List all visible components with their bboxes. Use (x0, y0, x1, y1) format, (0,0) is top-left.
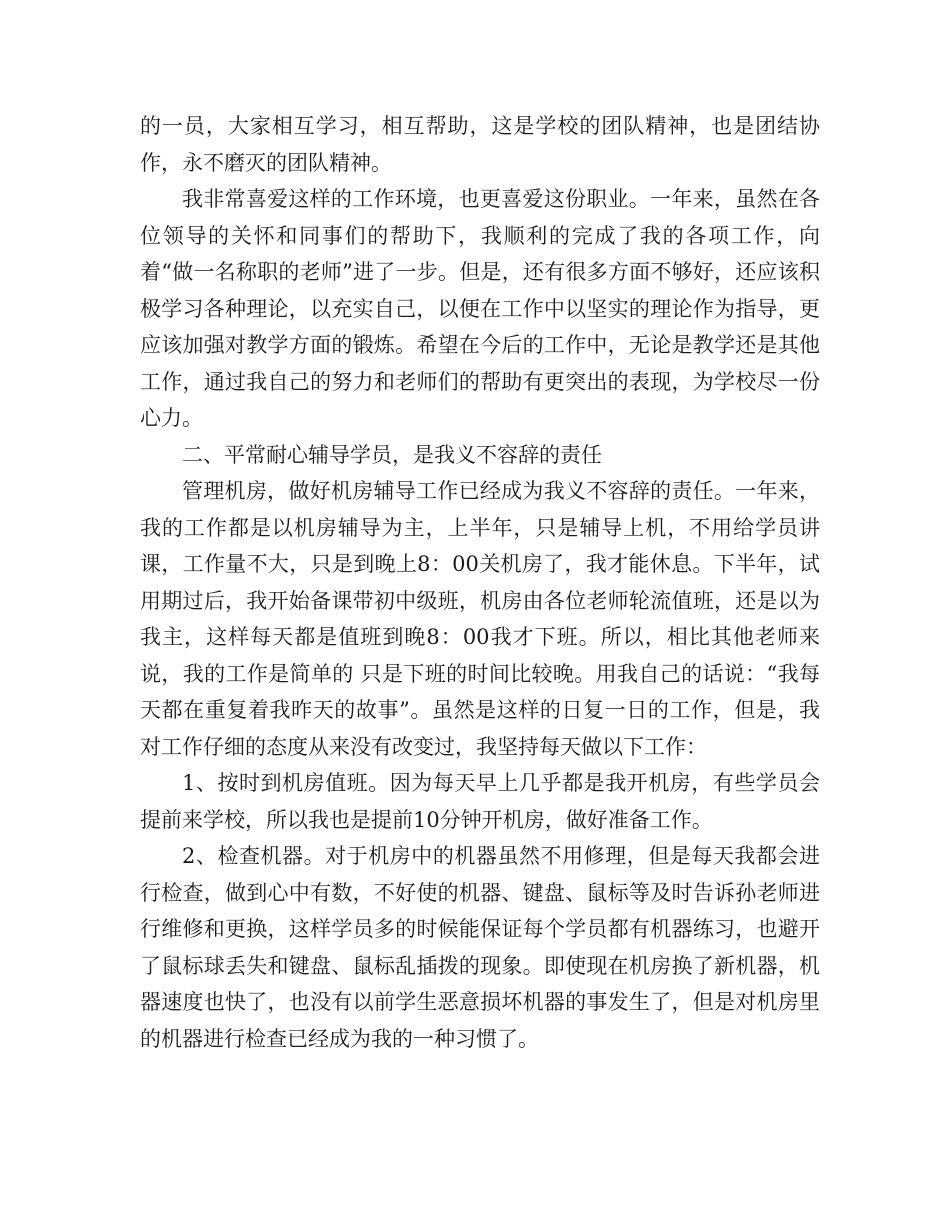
paragraph-team-spirit: 的一员，大家相互学习，相互帮助，这是学校的团队精神，也是团结协作，永不磨灭的团队精神。 (140, 114, 820, 175)
paragraph-computer-lab: 管理机房，做好机房辅导工作已经成为我义不容辞的责任。一年来，我的工作都是以机房辅导为主，上半年，只是辅导上机，不用给学员讲课，工作量不大，只是到晚上8：00关机房了，我才能休息。下半年，试用期过后，我开始备课带初中级班，机房由各位老师轮流值班，还是以为我主，这样每天都是值班到晚8：00我才下班。所以，相比其他老师来说，我的工作是简单的 只是下班的时间比较晚。用我自己的话说：“我每天都在重复着我昨天的故事”。虽然是这样的日复一日的工作，但是，我对工作仔细的态度从来没有改变过，我坚持每天做以下工作： (140, 479, 820, 759)
document-body (140, 108, 820, 1057)
section-heading-tutoring: 二、平常耐心辅导学员，是我义不容辞的责任 (182, 442, 602, 467)
paragraph-work-environment: 我非常喜爱这样的工作环境，也更喜爱这份职业。一年来，虽然在各位领导的关怀和同事们的帮助下，我顺利的完成了我的各项工作，向着“做一名称职的老师”进了一步。但是，还有很多方面不够好，还应该积极学习各种理论，以充实自己，以便在工作中以坚实的理论作为指导，更应该加强对教学方面的锻炼。希望在今后的工作中，无论是教学还是其他工作，通过我自己的努力和老师们的帮助有更突出的表现，为学校尽一份心力。 (140, 187, 820, 430)
list-item-on-duty: 1、按时到机房值班。因为每天早上几乎都是我开机房，有些学员会提前来学校，所以我也是提前10分钟开机房，做好准备工作。 (140, 771, 820, 832)
list-item-check-machines: 2、检查机器。对于机房中的机器虽然不用修理，但是每天我都会进行检查，做到心中有数，不好使的机器、键盘、鼠标等及时告诉孙老师进行维修和更换，这样学员多的时候能保证每个学员都有机器练习，也避开了鼠标球丢失和键盘、鼠标乱插拨的现象。即使现在机房换了新机器，机器速度也快了，也没有以前学生恶意损坏机器的事发生了，但是对机房里的机器进行检查已经成为我的一种习惯了。 (140, 844, 820, 1051)
